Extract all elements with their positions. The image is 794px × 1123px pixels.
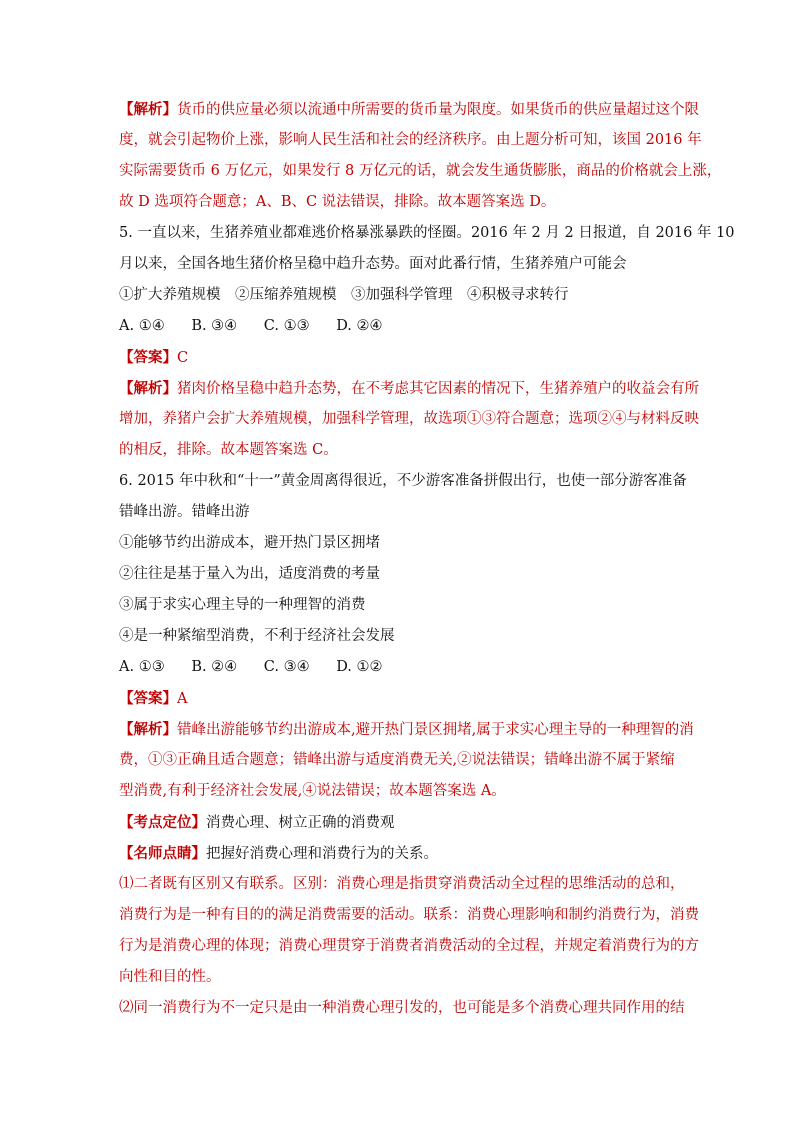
tip-paragraph-2: ⑵同一消费行为不一定只是由一种消费心理引发的，也可能是多个消费心理共同作用的结 <box>119 1000 685 1016</box>
option-d: D. ②④ <box>336 318 383 334</box>
option-d: D. ①② <box>336 659 383 675</box>
key-point-tag: 【考点定位】 <box>119 814 206 831</box>
tip-paragraph-1: 消费行为是一种有目的的满足消费需要的活动。联系：消费心理影响和制约消费行为，消费 <box>119 907 699 923</box>
question-5-stem: 5. 一直以来，生猪养殖业都难逃价格暴涨暴跌的怪圈。2016 年 2 月 2 日报道，自 2016 年 10 <box>119 225 735 241</box>
question-6-explanation: 【解析】错峰出游能够节约出游成本,避开热门景区拥堵,属于求实心理主导的一种理智的消 <box>119 721 694 738</box>
question-5-explanation: 增加，养猪户会扩大养殖规模，加强科学管理，故选项①③符合题意；选项②④与材料反映 <box>119 411 699 427</box>
answer-tag: 【答案】 <box>119 690 177 707</box>
option-b: B. ②④ <box>191 659 238 675</box>
question-5-answer <box>119 342 685 373</box>
key-point: 【考点定位】消费心理、树立正确的消费观 <box>119 814 395 831</box>
answer-tag: 【答案】 <box>119 349 177 366</box>
question-6-item: ②往往是基于量入为出，适度消费的考量 <box>119 566 380 582</box>
question-6-item: ①能够节约出游成本，避开热门景区拥堵 <box>119 535 380 551</box>
answer-value: A <box>177 691 188 707</box>
question-5-items: ①扩大养殖规模 ②压缩养殖规模 ③加强科学管理 ④积极寻求转行 <box>119 287 569 303</box>
explanation-tag: 【解析】 <box>119 380 177 397</box>
page-content <box>119 94 735 1024</box>
explanation-line: 实际需要货币 6 万亿元，如果发行 8 万亿元的话，就会发生通货膨胀，商品的价格就会上涨， <box>119 163 722 179</box>
question-5-options <box>119 311 685 342</box>
option-c: C. ①③ <box>263 318 310 334</box>
question-6-explanation: 型消费,有利于经济社会发展,④说法错误；故本题答案选 A。 <box>119 783 506 799</box>
question-5-stem: 月以来，全国各地生猪价格呈稳中趋升态势。面对此番行情，生猪养殖户可能会 <box>119 256 627 272</box>
question-6-answer <box>119 683 685 714</box>
tip-paragraph-1: 向性和目的性。 <box>119 969 221 985</box>
answer-value: C <box>177 350 189 366</box>
explanation-tag: 【解析】 <box>119 101 177 118</box>
tip-paragraph-1: ⑴二者既有区别又有联系。区别：消费心理是指贯穿消费活动全过程的思维活动的总和， <box>119 876 685 892</box>
question-6-stem: 6. 2015 年中秋和“十一”黄金周离得很近，不少游客准备拼假出行，也使一部分游客准备 <box>119 473 687 489</box>
option-a: A. ①③ <box>119 659 165 675</box>
option-b: B. ③④ <box>191 318 238 334</box>
teacher-tip-tag: 【名师点睛】 <box>119 845 206 862</box>
question-6-options <box>119 652 685 683</box>
explanation-line: 故 D 选项符合题意；A、B、C 说法错误，排除。故本题答案选 D。 <box>119 194 556 210</box>
option-c: C. ③④ <box>263 659 310 675</box>
question-6-item: ④是一种紧缩型消费，不利于经济社会发展 <box>119 628 395 644</box>
explanation-line: 度，就会引起物价上涨，影响人民生活和社会的经济秩序。由上题分析可知，该国 2016 年 <box>119 132 702 148</box>
question-6-item: ③属于求实心理主导的一种理智的消费 <box>119 597 366 613</box>
teacher-tip: 【名师点睛】把握好消费心理和消费行为的关系。 <box>119 845 438 862</box>
explanation-line: 【解析】货币的供应量必须以流通中所需要的货币量为限度。如果货币的供应量超过这个限 <box>119 101 699 118</box>
explanation-tag: 【解析】 <box>119 721 177 738</box>
tip-paragraph-1: 行为是消费心理的体现；消费心理贯穿于消费者消费活动的全过程，并规定着消费行为的方 <box>119 938 699 954</box>
question-6-stem: 错峰出游。错峰出游 <box>119 504 250 520</box>
option-a: A. ①④ <box>119 318 165 334</box>
question-6-explanation: 费，①③正确且适合题意；错峰出游与适度消费无关,②说法错误；错峰出游不属于紧缩 <box>119 752 675 768</box>
question-5-explanation: 的相反，排除。故本题答案选 C。 <box>119 442 338 458</box>
question-5-explanation: 【解析】猪肉价格呈稳中趋升态势，在不考虑其它因素的情况下，生猪养殖户的收益会有所 <box>119 380 699 397</box>
